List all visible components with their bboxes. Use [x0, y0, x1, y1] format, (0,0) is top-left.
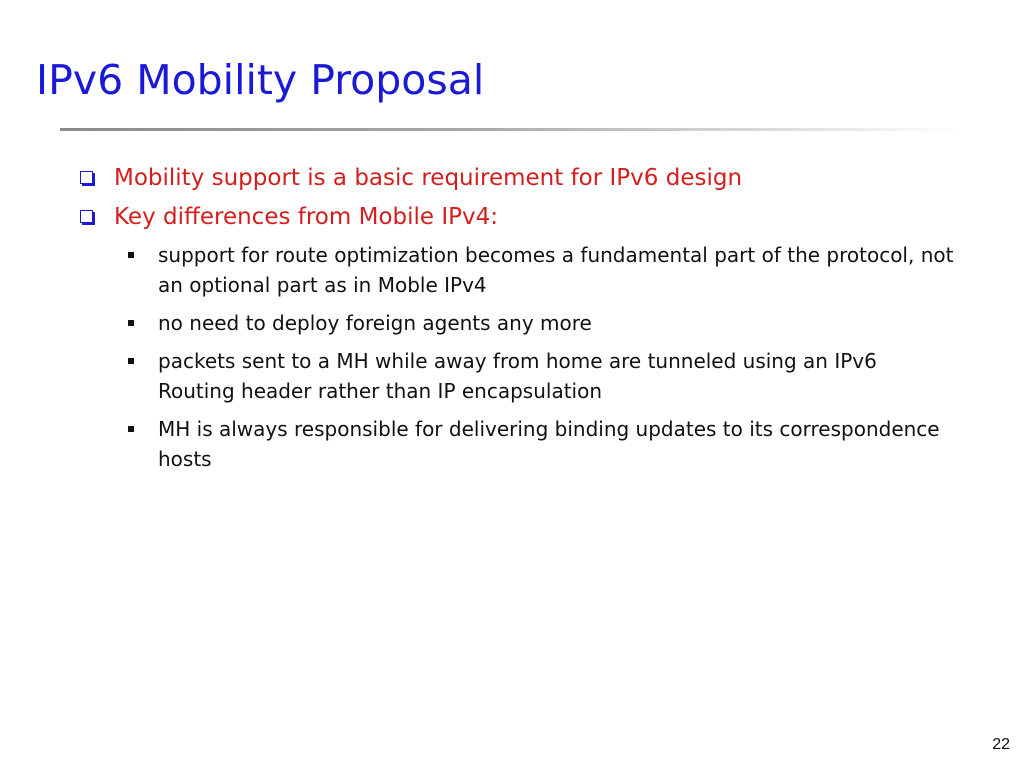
page-number: 22 [992, 736, 1010, 753]
sub-bullet-binding-updates [122, 414, 958, 474]
filled-square-bullet-icon [128, 358, 134, 364]
hollow-square-bullet-icon [80, 171, 93, 184]
sub-bullet-text: support for route optimization becomes a fundamental part of the protocol, not an optional part as in Moble IPv4 [158, 243, 954, 297]
bullet-text: Mobility support is a basic requirement for IPv6 design [114, 165, 743, 191]
bullet-key-differences [78, 201, 978, 233]
sub-bullet-text: MH is always responsible for delivering binding updates to its correspondence hosts [158, 417, 940, 471]
title-divider [60, 128, 960, 131]
slide-title: IPv6 Mobility Proposal [36, 56, 485, 104]
key-differences-list [122, 240, 978, 474]
sub-bullet-route-optimization [122, 240, 958, 300]
bullet-text: Key differences from Mobile IPv4: [114, 204, 499, 230]
filled-square-bullet-icon [128, 426, 134, 432]
hollow-square-bullet-icon [80, 210, 93, 223]
filled-square-bullet-icon [128, 320, 134, 326]
bullet-mobility-support [78, 162, 978, 194]
sub-bullet-text: packets sent to a MH while away from home are tunneled using an IPv6 Routing header rather than IP encapsulation [158, 349, 877, 403]
sub-bullet-tunneling [122, 346, 958, 406]
slide-body [78, 162, 978, 482]
filled-square-bullet-icon [128, 252, 134, 258]
sub-bullet-foreign-agents [122, 308, 958, 338]
sub-bullet-text: no need to deploy foreign agents any more [158, 311, 592, 335]
